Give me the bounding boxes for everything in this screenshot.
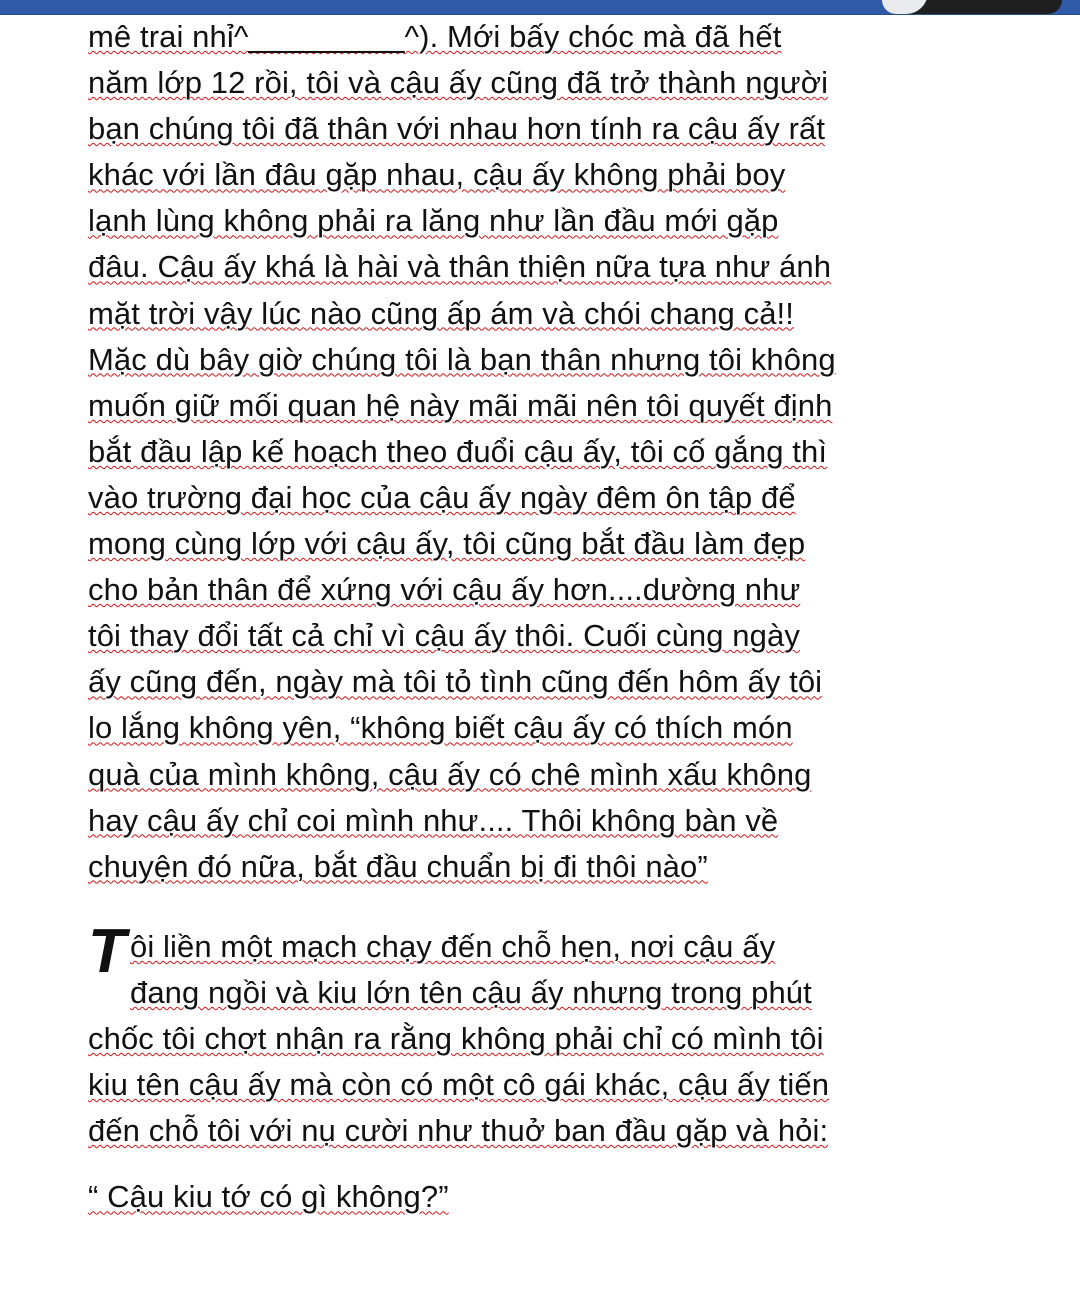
document-line: quà của mình không, cậu ấy có chê mình xấu không xyxy=(88,756,812,792)
document-line: lo lắng không yên, “không biết cậu ấy có thích món xyxy=(88,710,793,746)
top-app-strip xyxy=(0,0,1080,15)
dialogue-line xyxy=(88,1174,988,1220)
document-line: muốn giữ mối quan hệ này mãi mãi nên tôi quyết định xyxy=(88,387,833,423)
document-line: “ Cậu kiu tớ có gì không?” xyxy=(88,1179,449,1215)
document-line: mong cùng lớp với cậu ấy, tôi cũng bắt đầu làm đẹp xyxy=(88,526,806,562)
document-line: bạn chúng tôi đã thân với nhau hơn tính ra cậu ấy rất xyxy=(88,111,826,147)
document-line: ôi liền một mạch chạy đến chỗ hẹn, nơi cậu ấy xyxy=(129,928,776,964)
document-line: hay cậu ấy chỉ coi mình như.... Thôi không bàn về xyxy=(88,802,779,838)
document-line: bắt đầu lập kế hoạch theo đuổi cậu ấy, tôi cố gắng thì xyxy=(88,433,828,469)
document-line: đâu. Cậu ấy khá là hài và thân thiện nữa tựa như ánh xyxy=(88,249,832,285)
document-page xyxy=(88,14,988,1220)
document-line: khác với lần đâu gặp nhau, cậu ấy không phải boy xyxy=(88,157,786,193)
document-line: Mặc dù bây giờ chúng tôi là bạn thân nhưng tôi không xyxy=(88,341,836,377)
document-line: năm lớp 12 rồi, tôi và cậu ấy cũng đã trở thành người xyxy=(88,65,829,101)
paragraph-2 xyxy=(88,916,988,1154)
document-line: chuyện đó nữa, bắt đầu chuẩn bị đi thôi nào” xyxy=(88,848,708,884)
drop-cap-letter: T xyxy=(88,916,126,986)
document-line: mê trai nhỉ^_________^). Mới bấy chóc mà đã hết xyxy=(88,19,782,54)
document-line: đang ngồi và kiu lớn tên cậu ấy nhưng trong phút xyxy=(129,974,812,1010)
document-line: ấy cũng đến, ngày mà tôi tỏ tình cũng đến hôm ấy tôi xyxy=(88,664,823,700)
document-line: chốc tôi chợt nhận ra rằng không phải chỉ có mình tôi xyxy=(88,1020,824,1056)
document-line: cho bản thân để xứng với cậu ấy hơn....dường như xyxy=(88,572,801,608)
paragraph-1 xyxy=(88,14,988,890)
document-line: vào trường đại học của cậu ấy ngày đêm ôn tập để xyxy=(88,479,796,515)
document-line: tôi thay đổi tất cả chỉ vì cậu ấy thôi. Cuối cùng ngày xyxy=(88,618,800,654)
top-strip-corner-shape xyxy=(882,0,1062,14)
document-line: kiu tên cậu ấy mà còn có một cô gái khác, cậu ấy tiến xyxy=(88,1067,830,1103)
document-line: đến chỗ tôi với nụ cười như thuở ban đầu gặp và hỏi: xyxy=(88,1113,829,1149)
document-line: lạnh lùng không phải ra lăng như lần đầu mới gặp xyxy=(88,203,779,239)
document-line: mặt trời vậy lúc nào cũng ấp ám và chói chang cả!! xyxy=(88,295,794,331)
